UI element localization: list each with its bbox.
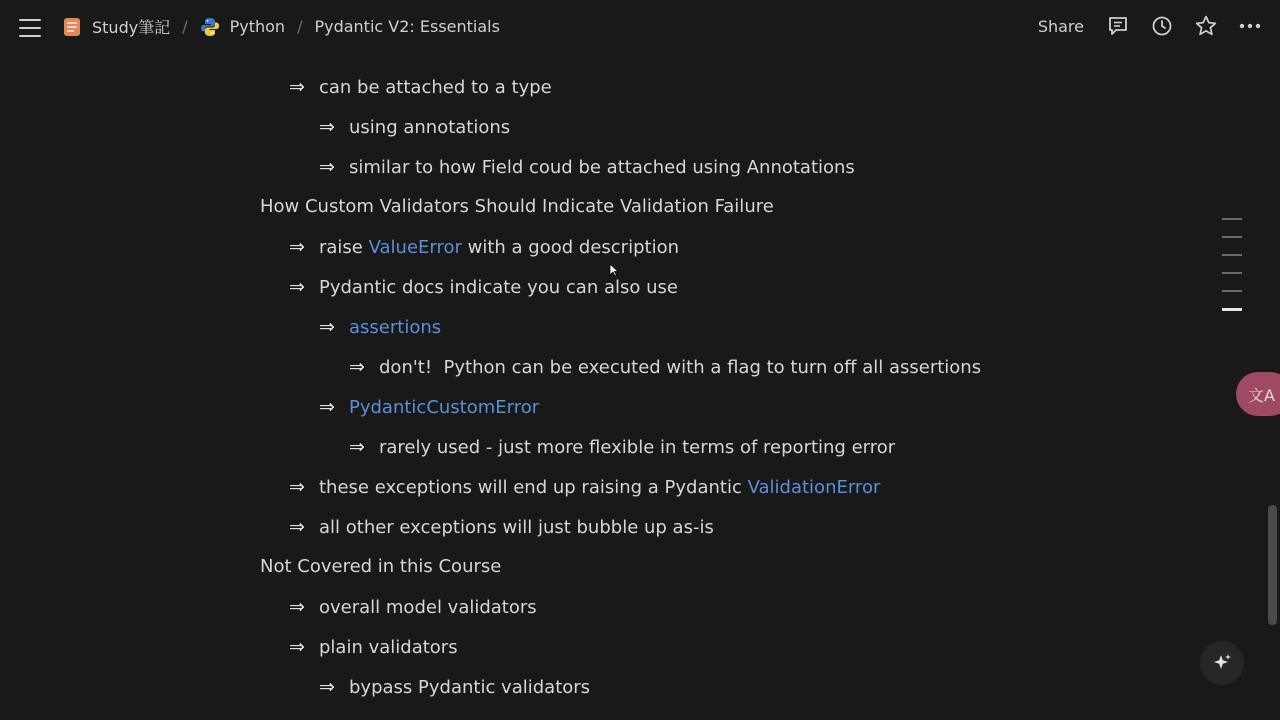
translate-icon: 文A — [1248, 385, 1275, 405]
list-item[interactable] — [289, 516, 714, 538]
translate-button[interactable] — [1236, 372, 1280, 416]
mouse-cursor-icon — [609, 263, 619, 277]
list-item-text: don't! Python can be executed with a flag to turn off all assertions — [379, 356, 982, 378]
implies-arrow-icon: ⇒ — [289, 476, 305, 498]
breadcrumb-label: Python — [229, 17, 286, 36]
menu-line — [19, 19, 41, 21]
toc-marker[interactable] — [1222, 254, 1242, 256]
section-heading-text: How Custom Validators Should Indicate Validation Failure — [260, 196, 774, 217]
list-item-text: these exceptions will end up raising a Pydantic — [319, 476, 748, 498]
implies-arrow-icon: ⇒ — [319, 316, 335, 338]
list-item-text: rarely used - just more flexible in terms of reporting error — [379, 436, 896, 458]
code-link[interactable]: PydanticCustomError — [349, 396, 540, 418]
toc-marker-active[interactable] — [1222, 308, 1242, 311]
list-item-text: plain validators — [319, 636, 458, 658]
share-button[interactable]: Share — [1037, 16, 1084, 36]
list-item[interactable] — [319, 396, 539, 418]
breadcrumb-label: Pydantic V2: Essentials — [314, 17, 500, 36]
implies-arrow-icon: ⇒ — [349, 356, 365, 378]
breadcrumb-item-study[interactable] — [62, 15, 170, 38]
history-button[interactable] — [1150, 14, 1174, 38]
sidebar-menu-button[interactable] — [18, 16, 42, 40]
star-icon — [1194, 14, 1218, 38]
toc-marker[interactable] — [1222, 218, 1242, 220]
implies-arrow-icon: ⇒ — [319, 156, 335, 178]
list-item-text: using annotations — [349, 116, 511, 138]
list-item-text: bypass Pydantic validators — [349, 676, 591, 698]
notebook-icon — [62, 17, 82, 37]
breadcrumb — [62, 15, 500, 38]
clock-icon — [1151, 15, 1173, 37]
comments-button[interactable] — [1106, 14, 1130, 38]
list-item[interactable] — [319, 116, 510, 138]
python-logo-icon — [200, 17, 220, 37]
scrollbar-thumb[interactable] — [1268, 505, 1277, 625]
implies-arrow-icon: ⇒ — [289, 276, 305, 298]
implies-arrow-icon: ⇒ — [319, 676, 335, 698]
list-item[interactable] — [289, 236, 679, 258]
breadcrumb-item-python[interactable] — [200, 17, 285, 37]
implies-arrow-icon: ⇒ — [289, 516, 305, 538]
list-item[interactable] — [289, 596, 537, 618]
breadcrumb-item-page[interactable] — [314, 17, 500, 36]
code-link[interactable]: ValueError — [368, 236, 462, 258]
implies-arrow-icon: ⇒ — [289, 76, 305, 98]
implies-arrow-icon: ⇒ — [289, 236, 305, 258]
list-item[interactable] — [319, 676, 590, 698]
list-item-text: with a good description — [461, 236, 679, 258]
toc-marker[interactable] — [1222, 290, 1242, 292]
breadcrumb-separator: / — [297, 17, 303, 36]
breadcrumb-label: Study筆記 — [92, 18, 171, 37]
header-actions — [1038, 14, 1262, 38]
list-item[interactable] — [349, 356, 981, 378]
list-item-text: can be attached to a type — [319, 76, 552, 98]
list-item[interactable] — [289, 76, 552, 98]
menu-line — [19, 35, 41, 37]
implies-arrow-icon: ⇒ — [289, 636, 305, 658]
comment-icon — [1107, 15, 1129, 37]
list-item-text: overall model validators — [319, 596, 537, 618]
list-item-text: all other exceptions will just bubble up as-is — [319, 516, 714, 538]
section-heading[interactable] — [260, 556, 501, 577]
list-item[interactable] — [319, 156, 855, 178]
section-heading[interactable] — [260, 196, 774, 217]
section-heading-text: Not Covered in this Course — [260, 556, 502, 577]
table-of-contents[interactable] — [1222, 218, 1242, 327]
list-item-text: raise — [319, 236, 369, 258]
implies-arrow-icon: ⇒ — [319, 396, 335, 418]
list-item[interactable] — [349, 436, 895, 458]
more-options-button[interactable] — [1238, 14, 1262, 38]
more-icon — [1238, 14, 1262, 38]
list-item-text: Pydantic docs indicate you can also use — [319, 276, 678, 298]
sparkle-icon — [1211, 652, 1233, 674]
list-item[interactable] — [289, 276, 678, 298]
code-link[interactable]: assertions — [349, 316, 442, 338]
code-link[interactable]: ValidationError — [747, 476, 881, 498]
breadcrumb-separator: / — [182, 17, 188, 36]
implies-arrow-icon: ⇒ — [319, 116, 335, 138]
list-item[interactable] — [289, 476, 880, 498]
toc-marker[interactable] — [1222, 236, 1242, 238]
ai-assistant-button[interactable] — [1200, 641, 1244, 685]
implies-arrow-icon: ⇒ — [349, 436, 365, 458]
top-bar — [0, 0, 1280, 58]
menu-line — [19, 27, 41, 29]
list-item-text: similar to how Field coud be attached using Annotations — [349, 156, 855, 178]
toc-marker[interactable] — [1222, 272, 1242, 274]
implies-arrow-icon: ⇒ — [289, 596, 305, 618]
list-item[interactable] — [319, 316, 441, 338]
page-content — [0, 58, 1280, 720]
list-item[interactable] — [289, 636, 458, 658]
favorite-button[interactable] — [1194, 14, 1218, 38]
